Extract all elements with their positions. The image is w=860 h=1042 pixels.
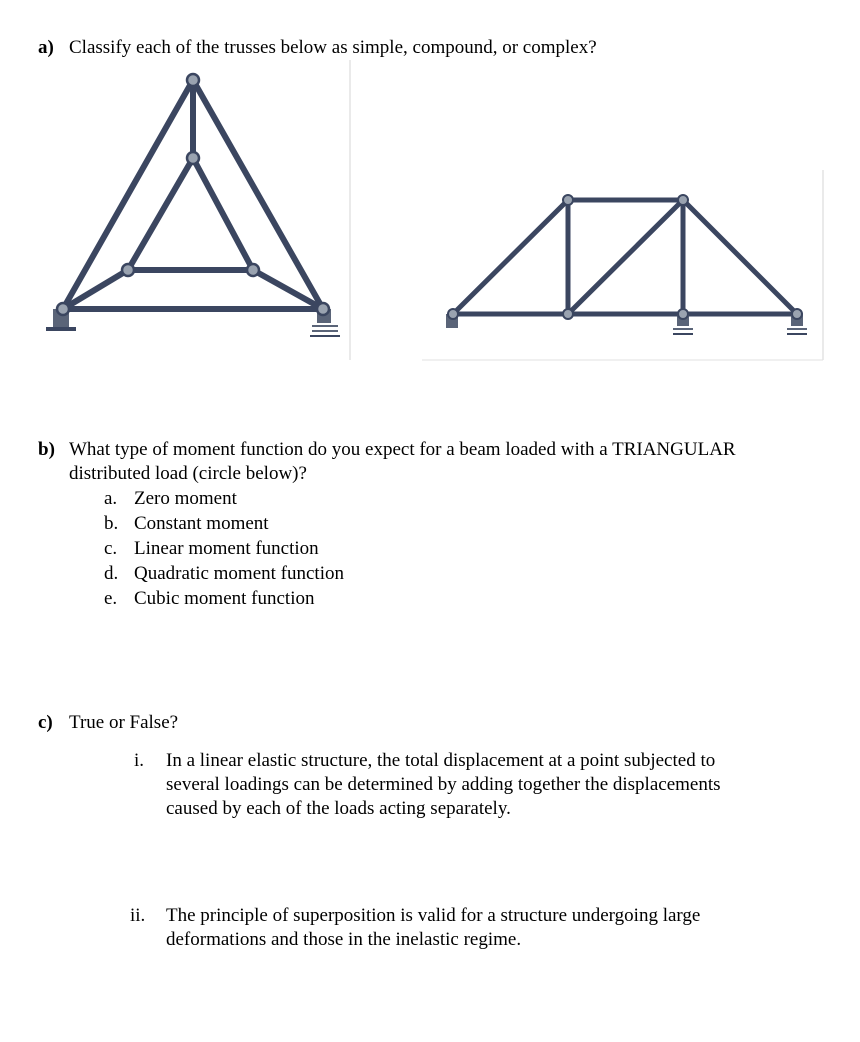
statement-numeral: ii. — [130, 905, 146, 926]
option-letter: c. — [104, 538, 118, 559]
truss-right-member — [568, 200, 683, 314]
option-text: Constant moment — [134, 513, 269, 534]
question-b-text-line2: distributed load (circle below)? — [69, 463, 307, 484]
question-b-label: b) — [38, 439, 55, 460]
statement-line: The principle of superposition is valid for a structure undergoing large — [166, 905, 701, 926]
joint — [187, 74, 199, 86]
joint — [187, 152, 199, 164]
joint — [448, 309, 458, 319]
question-a-label: a) — [38, 37, 54, 58]
option-letter: e. — [104, 588, 118, 609]
joint — [122, 264, 134, 276]
statement-line: several loadings can be determined by adding together the displacements — [166, 774, 721, 795]
statement-numeral: i. — [134, 750, 145, 771]
option-letter: b. — [104, 513, 119, 534]
joint — [792, 309, 802, 319]
statement-line: deformations and those in the inelastic regime. — [166, 929, 522, 950]
option-text: Linear moment function — [134, 538, 319, 559]
joint — [678, 195, 688, 205]
statement-line: In a linear elastic structure, the total displacement at a point subjected to — [166, 750, 716, 771]
statement-line: caused by each of the loads acting separately. — [166, 798, 511, 819]
question-b-text-line1: What type of moment function do you expect for a beam loaded with a TRIANGULAR — [69, 439, 736, 460]
truss-right-member — [453, 200, 568, 314]
truss-right-member — [683, 200, 797, 314]
joint — [563, 309, 573, 319]
question-c-text: True or False? — [69, 712, 179, 733]
option-text: Quadratic moment function — [134, 563, 344, 584]
joint — [317, 303, 329, 315]
joint — [678, 309, 688, 319]
option-text: Zero moment — [134, 488, 237, 509]
question-a-text: Classify each of the trusses below as simple, compound, or complex? — [69, 37, 597, 58]
joint — [247, 264, 259, 276]
option-letter: a. — [104, 488, 118, 509]
joint — [563, 195, 573, 205]
question-c-label: c) — [38, 712, 53, 733]
truss-right — [453, 200, 797, 314]
truss-figures — [0, 0, 860, 380]
option-text: Cubic moment function — [134, 588, 315, 609]
joint — [57, 303, 69, 315]
truss-left — [63, 80, 323, 309]
option-letter: d. — [104, 563, 119, 584]
